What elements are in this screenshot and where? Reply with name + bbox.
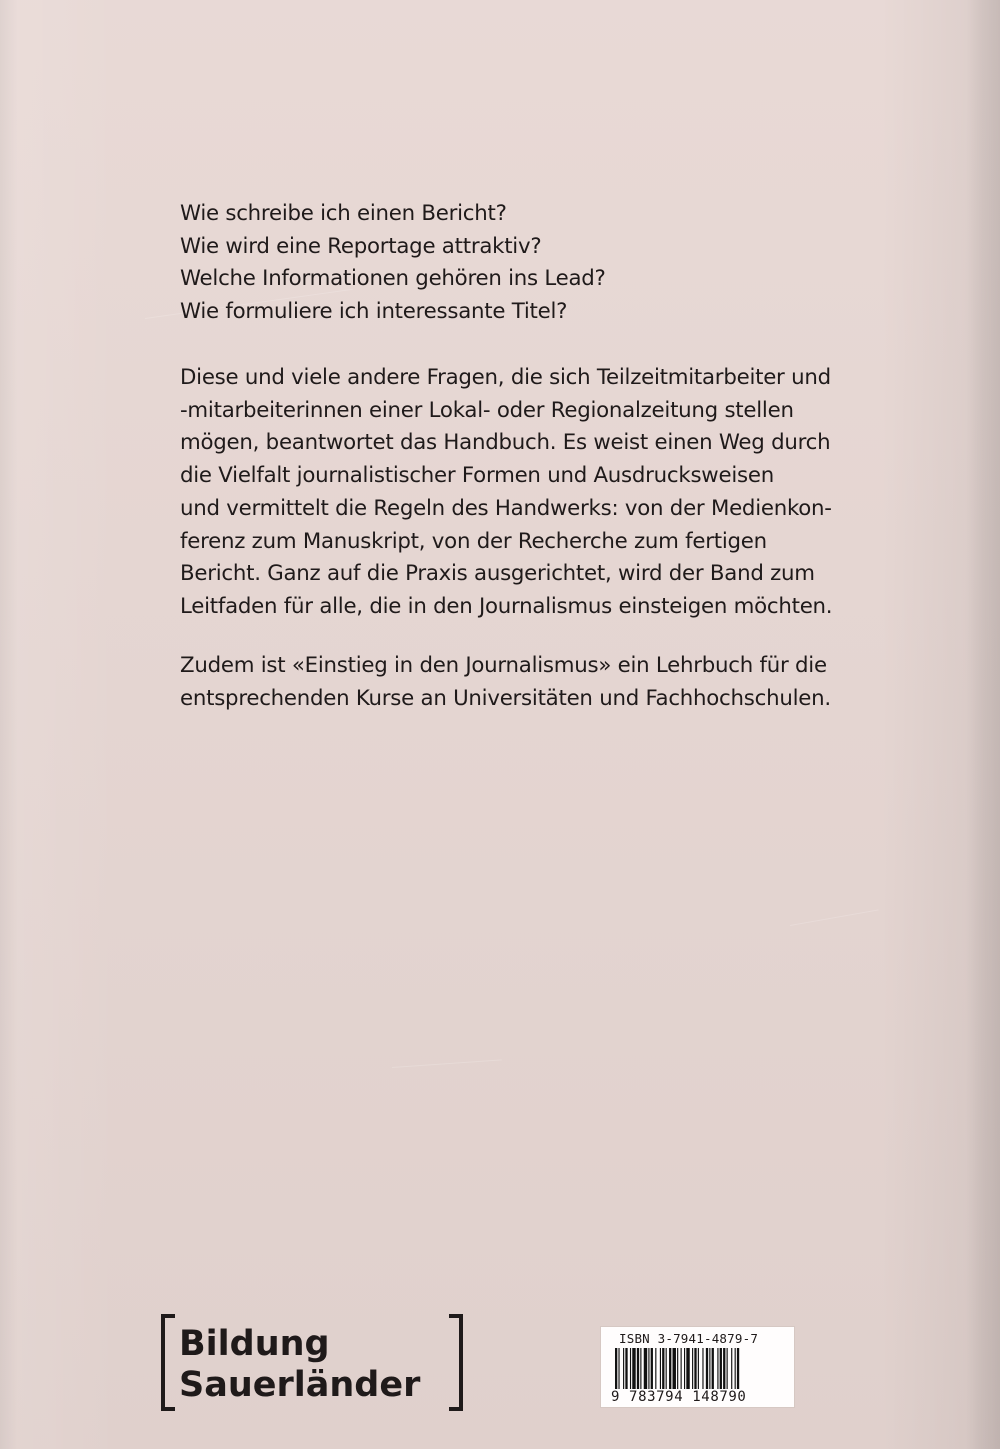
barcode-bar: [684, 1348, 685, 1389]
barcode-bar: [648, 1348, 649, 1389]
barcode-bar: [625, 1348, 627, 1389]
question-line: Wie formuliere ich interessante Titel?: [180, 299, 568, 325]
paragraph-line: -mitarbeiterinnen einer Lokal- oder Regionalzeitung stellen: [180, 397, 794, 423]
barcode-bar: [666, 1348, 667, 1389]
description-paragraph: [180, 362, 880, 624]
barcode-bar: [681, 1348, 682, 1389]
question-line: Wie schreibe ich einen Bericht?: [180, 201, 507, 226]
barcode-bar: [720, 1348, 722, 1389]
barcode-bar: [677, 1348, 678, 1389]
barcode-bar: [731, 1348, 732, 1389]
barcode-bar: [717, 1348, 718, 1389]
barcode-panel: [600, 1326, 795, 1408]
barcode-bar: [618, 1348, 619, 1389]
left-edge-shadow: [0, 0, 18, 1449]
barcode-icon: [615, 1348, 783, 1389]
paragraph-line: ferenz zum Manuskript, von der Recherche zum fertigen: [180, 528, 767, 554]
barcode-bar: [723, 1348, 725, 1389]
barcode-bar: [702, 1348, 703, 1389]
textbook-paragraph: [180, 650, 880, 715]
paragraph-line: Diese und viele andere Fragen, die sich Teilzeitmitarbeiter und: [180, 365, 831, 390]
barcode-bar: [640, 1348, 641, 1389]
barcode-bar: [644, 1348, 647, 1389]
paragraph-line: Bericht. Ganz auf die Praxis ausgerichtet, wird der Band zum: [180, 561, 815, 587]
barcode-bar: [698, 1348, 699, 1389]
publisher-line-1: Bildung: [179, 1324, 330, 1364]
barcode-bar: [660, 1348, 661, 1389]
barcode-bar: [662, 1348, 664, 1389]
barcode-bar: [673, 1348, 676, 1389]
paragraph-line: die Vielfalt journalistischer Formen und Ausdrucksweisen: [180, 463, 774, 489]
isbn-label: ISBN 3-7941-4879-7: [619, 1331, 759, 1346]
question-line: Welche Informationen gehören ins Lead?: [180, 266, 606, 292]
paper-crease: [790, 909, 879, 926]
barcode-bar: [737, 1348, 739, 1389]
barcode-bar: [637, 1348, 639, 1389]
paragraph-line: entsprechenden Kurse an Universitäten und Fachhochschulen.: [180, 685, 831, 711]
publisher-line-2: Sauerländer: [179, 1365, 421, 1405]
barcode-bar: [727, 1348, 728, 1389]
barcode-bar: [735, 1348, 736, 1389]
barcode-bar: [623, 1348, 624, 1389]
barcode-bar: [669, 1348, 671, 1389]
barcode-bar: [706, 1348, 708, 1389]
barcode-bar: [632, 1348, 635, 1389]
question-list: [180, 198, 880, 329]
barcode-bar: [709, 1348, 710, 1389]
paragraph-line: und vermittelt die Regeln des Handwerks: von der Medienkon-: [180, 495, 832, 521]
paper-crease: [392, 1059, 502, 1068]
barcode-bar: [692, 1348, 693, 1389]
barcode-bar: [630, 1348, 631, 1389]
paragraph-line: Leitfaden für alle, die in den Journalismus einsteigen möchten.: [180, 593, 833, 619]
barcode-bar: [615, 1348, 617, 1389]
paragraph-line: mögen, beantwortet das Handbuch. Es weist einen Weg durch: [180, 430, 831, 456]
publisher-logo: [161, 1314, 463, 1411]
barcode-bar: [712, 1348, 714, 1389]
paragraph-line: Zudem ist «Einstieg in den Journalismus» ein Lehrbuch für die: [180, 653, 827, 678]
barcode-bar: [694, 1348, 696, 1389]
ean-digits: 9 783794 148790: [611, 1389, 747, 1405]
barcode-bar: [686, 1348, 689, 1389]
spine-shadow: [966, 0, 1000, 1449]
barcode-bar: [651, 1348, 653, 1389]
barcode-bar: [655, 1348, 656, 1389]
question-line: Wie wird eine Reportage attraktiv?: [180, 233, 542, 259]
